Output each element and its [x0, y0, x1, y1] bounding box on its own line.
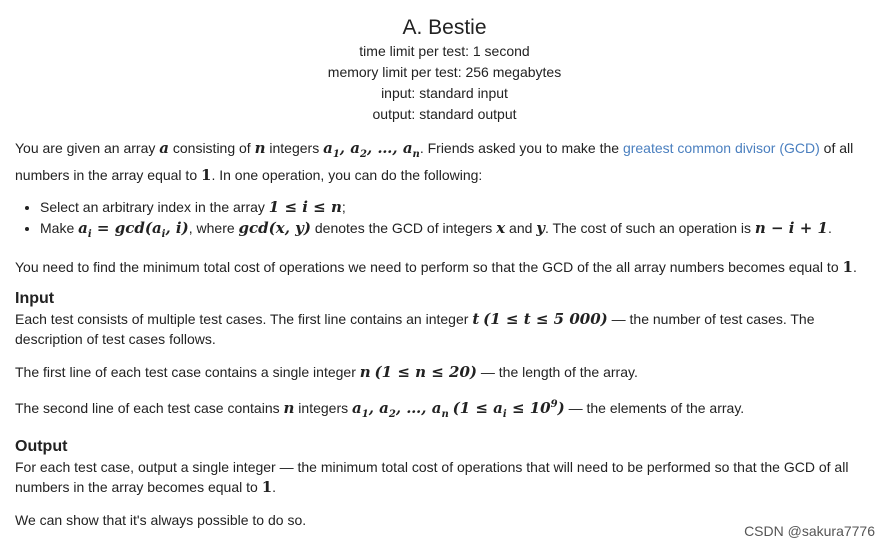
output-paragraph-1: For each test case, output a single integer — the minimum total cost of operations that will need to be performed so that the GCD of all numbers in the array becomes equal to 1. — [15, 459, 849, 496]
gcd-link[interactable]: greatest common divisor (GCD) — [622, 140, 820, 156]
memory-limit: memory limit per test: 256 megabytes — [327, 64, 562, 80]
output-paragraph-2: We can show that it's always possible to do so. — [15, 512, 307, 528]
statement-paragraph-2: You need to find the minimum total cost of operations we need to perform so that the GCD of the all array numbers becomes equal to 1. — [15, 258, 857, 276]
list-item: • Select an arbitrary index in the array 1 ≤ i ≤ n; — [40, 197, 874, 218]
problem-title: A. Bestie — [402, 16, 487, 39]
input-section-title: Input — [15, 290, 55, 307]
input-spec: input: standard input — [381, 85, 508, 101]
input-paragraph-3: The second line of each test case contains n integers $a_1$, $a_2$, …, $a_n$ $(1 \le a_i \le 10^9)$ — the elements of the array. — [15, 399, 745, 420]
operation-list — [15, 197, 874, 245]
input-paragraph-2: The first line of each test case contains a single integer n (1 ≤ n ≤ 20) — the length of the array. — [15, 363, 638, 381]
list-item: • Make $a_i = \gcd(a_i$, i), where gcd(x, y) denotes the GCD of integers x and y. The cost of such an operation is n − i + 1. — [40, 218, 874, 245]
problem-header — [0, 15, 889, 125]
problem-statement — [0, 138, 889, 530]
output-section-title: Output — [15, 438, 68, 455]
input-paragraph-1: Each test consists of multiple test cases. The first line contains an integer t (1 ≤ t ≤ 5 000) — the number of test cases. The description of test cases follows. — [15, 310, 815, 347]
csdn-watermark: CSDN @sakura7776 — [744, 523, 875, 539]
output-spec: output: standard output — [372, 106, 517, 122]
time-limit: time limit per test: 1 second — [359, 43, 530, 59]
statement-paragraph-1: You are given an array a consisting of n integers $a_1$, $a_2$, …, $a_n$. Friends asked you to make the greatest common divisor (GCD) of all numbers in the array equal to 1. In one operation, you can do the following: — [15, 139, 854, 184]
